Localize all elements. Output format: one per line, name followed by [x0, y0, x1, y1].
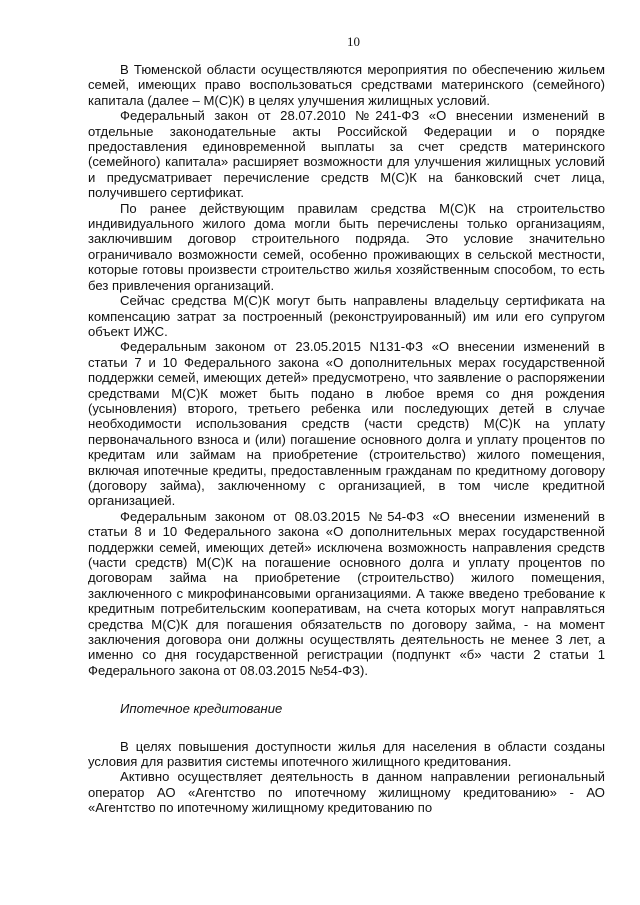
section-heading-mortgage: Ипотечное кредитование	[120, 701, 283, 717]
paragraph-law-131: Федеральным законом от 23.05.2015 N131-ФЗ «О внесении изменений в статьи 7 и 10 Федерального закона «О дополнительных мерах государственной поддержки семей, имеющих детей» предусмотрено, что заявление о распоряжении средствами М(С)К может быть подано в любое время со дня рождения (усыновления) второго, третьего ребенка или последующих детей в случае необходимости использования средств (части средств) М(С)К на уплату первоначального взноса и (или) погашение основного долга и уплату процентов по кредитам или займам на приобретение (строительство) жилого помещения, включая ипотечные кредиты, предоставленным гражданам по кредитному договору (договору займа), заключенному с организацией, в том числе кредитной организацией.	[88, 339, 605, 509]
paragraph-mck-measures: В Тюменской области осуществляются мероприятия по обеспечению жильем семей, имеющих право воспользоваться средствами материнского (семейного) капитала (далее – М(С)К) в целях улучшения жилищных условий.	[88, 62, 605, 108]
paragraph-law-241: Федеральный закон от 28.07.2010 №241-ФЗ «О внесении изменений в отдельные законодательные акты Российской Федерации и о порядке предоставления единовременной выплаты за счет средств материнского (семейного) капитала» расширяет возможности для улучшения жилищных условий и предусматривает перечисление средств М(С)К на банковский счет лица, получившего сертификат.	[88, 108, 605, 201]
paragraph-law-54: Федеральным законом от 08.03.2015 №54-ФЗ «О внесении изменений в статьи 8 и 10 Федерального закона «О дополнительных мерах государственной поддержки семей, имеющих детей» исключена возможность направления средств (части средств) М(С)К на погашение основного долга и уплату процентов по договорам займа на приобретение (строительство) жилого помещения, заключенного с микрофинансовыми организациями. А также введено требование к кредитным потребительским кооперативам, на счета которых могут направляться средства М(С)К для погашения обязательств по договору займа, - на момент заключения договора они должны осуществлять деятельность не менее 3 лет, а именно со дня государственной регистрации (подпункт «б» части 2 статьи 1 Федерального закона от 08.03.2015 №54-ФЗ).	[88, 508, 605, 678]
paragraph-mortgage-conditions: В целях повышения доступности жилья для населения в области созданы условия для развития системы ипотечного жилищного кредитования.	[88, 738, 605, 770]
page-number: 10	[347, 34, 360, 49]
paragraph-regional-operator: Активно осуществляет деятельность в данном направлении региональный оператор АО «Агентство по ипотечному жилищному кредитованию» - АО «Агентство по ипотечному жилищному кредитованию по	[88, 769, 605, 816]
paragraph-compensation: Сейчас средства М(С)К могут быть направлены владельцу сертификата на компенсацию затрат за построенный (реконструированный) им или его супругом объект ИЖС.	[88, 293, 605, 339]
paragraph-previous-rules: По ранее действующим правилам средства М(С)К на строительство индивидуального жилого дома могли быть перечислены только организациям, заключившим договор строительного подряда. Это условие значительно ограничивало возможности семей, особенно проживающих в сельской местности, которые готовы произвести строительство жилья хозяйственным способом, то есть без привлечения организаций.	[88, 200, 605, 293]
